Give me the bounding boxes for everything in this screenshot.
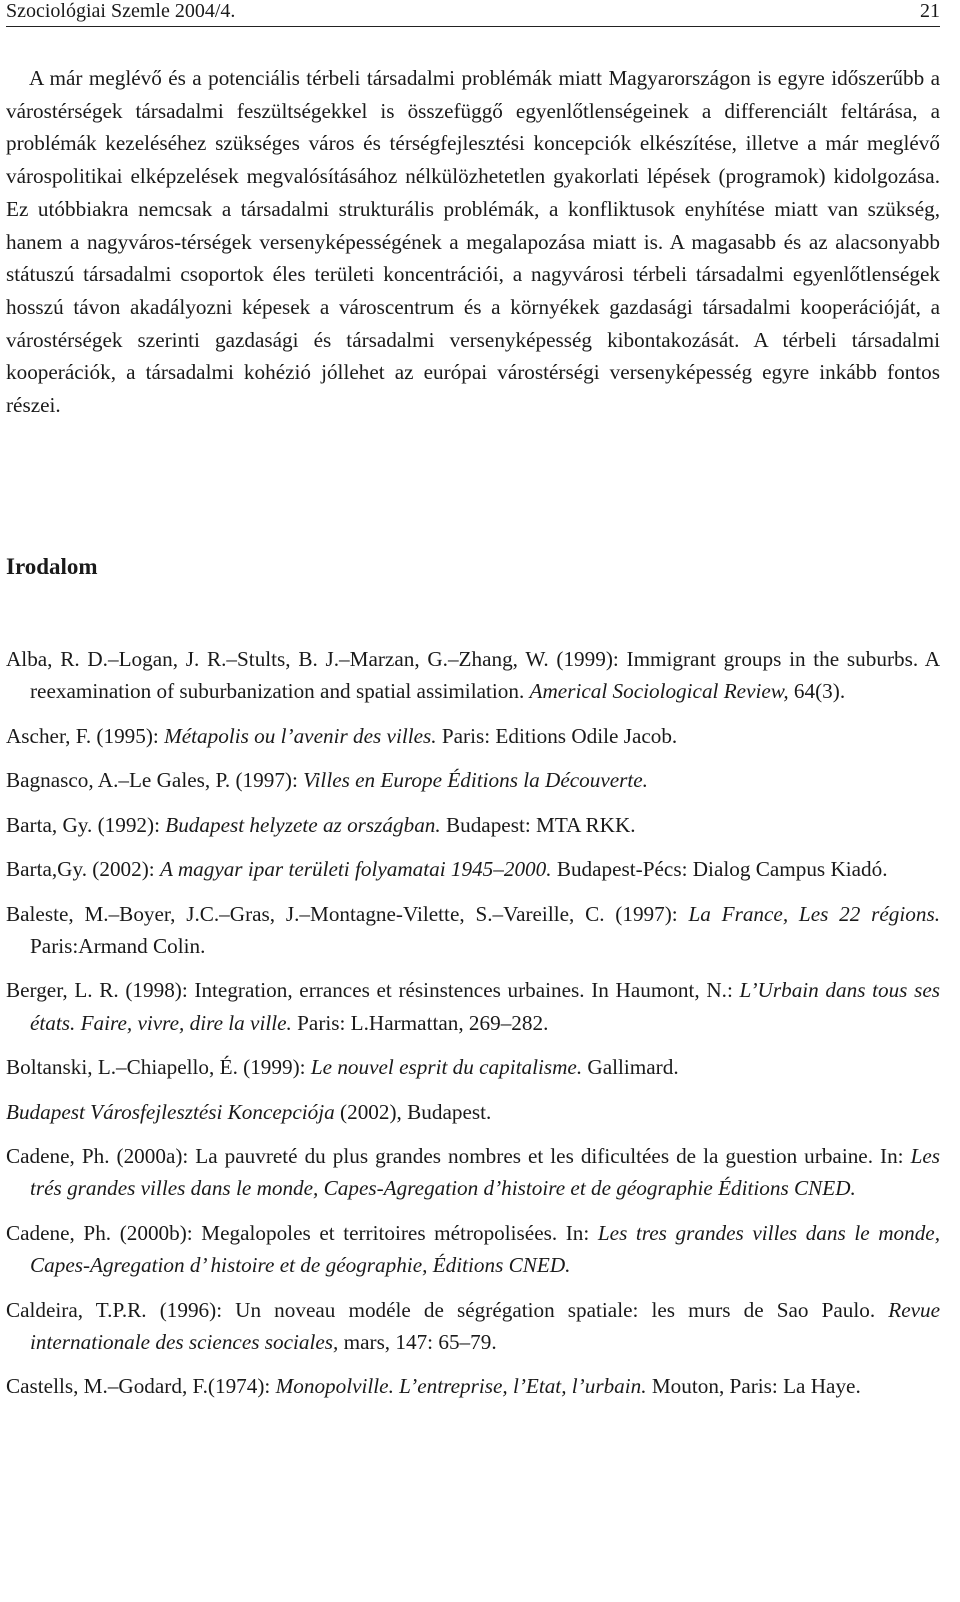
reference-item: Caldeira, T.P.R. (1996): Un noveau modéle de ségrégation spatiale: les murs de Sao Paulo. Revue internationale des sciences sociales, mars, 147: 65–79.	[6, 1297, 940, 1354]
reference-item: Barta,Gy. (2002): A magyar ipar területi folyamatai 1945–2000. Budapest-Pécs: Dialog Campus Kiadó.	[6, 857, 888, 882]
reference-item: Cadene, Ph. (2000b): Megalopoles et territoires métropolisées. In: Les tres grandes villes dans le monde, Capes-Agregation d’ histoire et de géographie, Éditions CNED.	[6, 1220, 941, 1278]
running-header	[6, 0, 940, 27]
reference-item: Cadene, Ph. (2000a): La pauvreté du plus grandes nombres et les dificultées de la guestion urbaine. In: Les trés grandes villes dans le monde, Capes-Agregation d’histoire et de géographie Éditions CNED.	[6, 1144, 940, 1201]
reference-item: Alba, R. D.–Logan, J. R.–Stults, B. J.–Marzan, G.–Zhang, W. (1999): Immigrant groups in the suburbs. A reexamination of suburbanization and spatial assimilation. Americal Sociological Review, 64(3).	[6, 647, 940, 704]
reference-item: Ascher, F. (1995): Métapolis ou l’avenir des villes. Paris: Editions Odile Jacob.	[6, 723, 678, 748]
reference-item: Castells, M.–Godard, F.(1974): Monopolville. L’entreprise, l’Etat, l’urbain. Mouton, Paris: La Haye.	[6, 1374, 861, 1399]
reference-item: Barta, Gy. (1992): Budapest helyzete az országban. Budapest: MTA RKK.	[6, 812, 636, 837]
references-heading: Irodalom	[6, 554, 98, 579]
reference-item: Baleste, M.–Boyer, J.C.–Gras, J.–Montagne-Vilette, S.–Vareille, C. (1997): La France, Les 22 régions. Paris:Armand Colin.	[6, 901, 940, 958]
reference-list	[6, 643, 940, 1415]
reference-item: Boltanski, L.–Chiapello, É. (1999): Le nouvel esprit du capitalisme. Gallimard.	[6, 1055, 679, 1080]
body-paragraph: A már meglévő és a potenciális térbeli társadalmi problémák miatt Magyarországon is egyre időszerűbb a várostérségek társadalmi feszültségekkel is összefüggő egyenlőtlenségeinek a differenciált feltárása, a problémák kezeléséhez szükséges város és térségfejlesztési koncepciók elkészítése, illetve a már meglévő várospolitikai elképzelések megvalósításához nélkülözhetetlen gyakorlati lépések (programok) kidolgozása. Ez utóbbiakra nemcsak a társadalmi strukturális problémák, a konfliktusok enyhítése miatt van szükség, hanem a nagyváros-térségek versenyképességének a megalapozása miatt is. A magasabb és az alacsonyabb státuszú társadalmi csoportok éles területi koncentrációi, a nagyvárosi térbeli társadalmi egyenlőtlenségek hosszú távon akadályozni képesek a városcentrum és a környékek gazdasági társadalmi kooperációját, a várostérségek szerinti gazdasági és társadalmi versenyképesség kibontakozását. A térbeli társadalmi kooperációk, a társadalmi kohézió jóllehet az európai várostérségi versenyképesség egyre inkább fontos részei.	[6, 66, 940, 418]
reference-item: Budapest Városfejlesztési Koncepciója (2002), Budapest.	[6, 1099, 492, 1124]
reference-item: Bagnasco, A.–Le Gales, P. (1997): Villes en Europe Éditions la Découverte.	[6, 768, 648, 793]
journal-title: Szociológiai Szemle 2004/4.	[6, 0, 236, 22]
reference-item: Berger, L. R. (1998): Integration, errances et résinstences urbaines. In Haumont, N.: L’Urbain dans tous ses états. Faire, vivre, dire la ville. Paris: L.Harmattan, 269–282.	[6, 978, 940, 1035]
page-number: 21	[920, 0, 940, 22]
